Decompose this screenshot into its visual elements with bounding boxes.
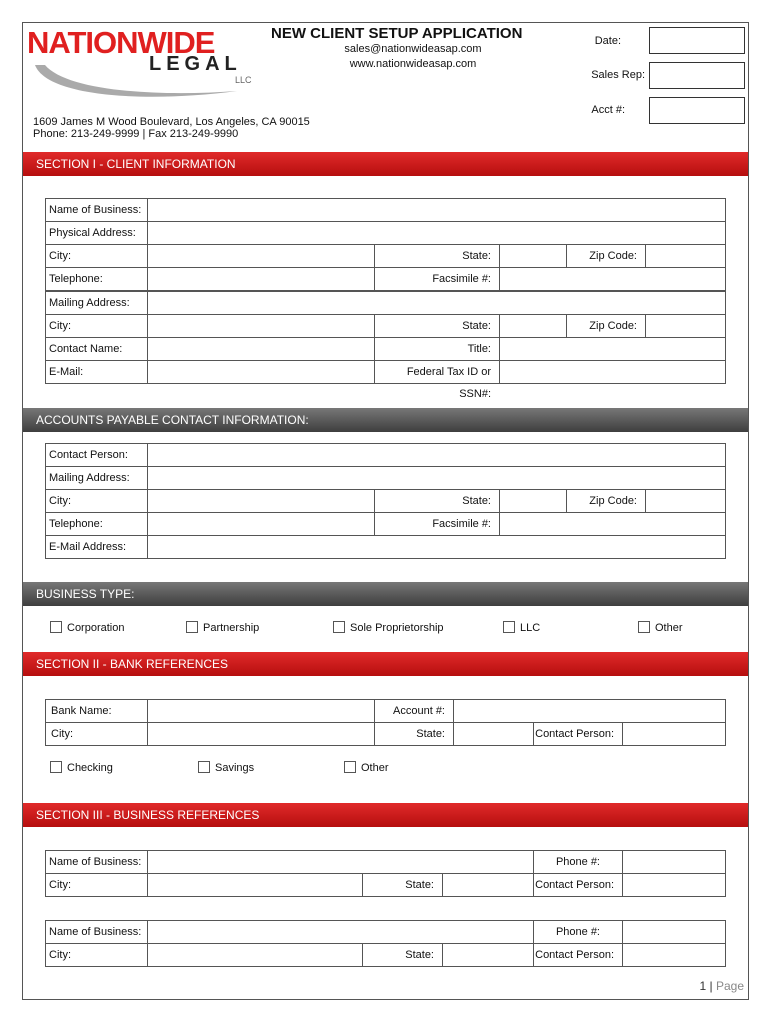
label-ap-city: City: (45, 489, 148, 513)
label-ap-mailing-address: Mailing Address: (45, 466, 148, 490)
label-contact-name: Contact Name: (45, 337, 148, 361)
page-label: Page (715, 979, 744, 993)
label-ap-email: E-Mail Address: (45, 535, 148, 559)
ref1-city-field[interactable] (147, 873, 363, 897)
checkbox-icon (503, 621, 515, 633)
mailing-city-field[interactable] (147, 314, 375, 338)
checkbox-savings[interactable] (198, 761, 254, 775)
label-facsimile: Facsimile #: (374, 267, 500, 291)
label-bank-contact-person: Contact Person: (533, 722, 623, 746)
label-ap-contact-person: Contact Person: (45, 443, 148, 467)
ref1-phone-field[interactable] (622, 850, 726, 874)
label-account: Account #: (374, 699, 454, 723)
label-state: State: (374, 244, 500, 268)
label-ref2-contact-person: Contact Person: (533, 943, 623, 967)
checkbox-other-type[interactable] (638, 621, 683, 635)
checkbox-label: LLC (520, 622, 541, 634)
ap-header: ACCOUNTS PAYABLE CONTACT INFORMATION: (23, 408, 748, 432)
label-mailing-address: Mailing Address: (45, 291, 148, 315)
label-ref2-city: City: (45, 943, 148, 967)
logo-llc-text: LLC (235, 75, 252, 85)
checkbox-icon (638, 621, 650, 633)
ref1-name-field[interactable] (147, 850, 534, 874)
checkbox-label: Corporation (67, 622, 125, 634)
logo-sub-text: LEGAL (149, 53, 242, 75)
ref1-contact-person-field[interactable] (622, 873, 726, 897)
ap-state-field[interactable] (499, 489, 567, 513)
label-mailing-city: City: (45, 314, 148, 338)
ref2-state-field[interactable] (442, 943, 534, 967)
title-field[interactable] (499, 337, 726, 361)
checkbox-other-account[interactable] (344, 761, 389, 775)
label-bank-state: State: (374, 722, 454, 746)
date-field[interactable] (649, 27, 745, 54)
label-physical-address: Physical Address: (45, 221, 148, 245)
mailing-address-field[interactable] (147, 291, 726, 315)
label-zip: Zip Code: (566, 244, 646, 268)
page-number: 1 (699, 979, 707, 993)
ap-email-field[interactable] (147, 535, 726, 559)
label-ref2-state: State: (362, 943, 443, 967)
label-ref1-state: State: (362, 873, 443, 897)
label-email: E-Mail: (45, 360, 148, 384)
label-ap-zip: Zip Code: (566, 489, 646, 513)
company-address: 1609 James M Wood Boulevard, Los Angeles, CA 90015 (33, 116, 310, 128)
section3-header: SECTION III - BUSINESS REFERENCES (23, 803, 748, 827)
label-ap-telephone: Telephone: (45, 512, 148, 536)
label-ap-facsimile: Facsimile #: (374, 512, 500, 536)
logo-main-text: NATIONWIDE (27, 25, 215, 60)
date-label: Date: (594, 35, 621, 47)
facsimile-field[interactable] (499, 267, 726, 291)
mailing-state-field[interactable] (499, 314, 567, 338)
ref2-name-field[interactable] (147, 920, 534, 944)
label-telephone: Telephone: (45, 267, 148, 291)
ap-mailing-address-field[interactable] (147, 466, 726, 490)
label-title: Title: (374, 337, 500, 361)
label-bank-city: City: (45, 722, 148, 746)
label-city: City: (45, 244, 148, 268)
ap-contact-person-field[interactable] (147, 443, 726, 467)
checkbox-partnership[interactable] (186, 621, 259, 635)
bank-state-field[interactable] (453, 722, 534, 746)
ap-zip-field[interactable] (645, 489, 726, 513)
company-phone-fax: Phone: 213-249-9999 | Fax 213-249-9990 (33, 128, 239, 140)
ap-facsimile-field[interactable] (499, 512, 726, 536)
sales-rep-label: Sales Rep: (591, 69, 645, 81)
checkbox-corporation[interactable] (50, 621, 124, 635)
label-tax-id: Federal Tax ID or SSN#: (374, 360, 500, 384)
label-ap-state: State: (374, 489, 500, 513)
page-footer (699, 979, 744, 993)
checkbox-label: Savings (215, 762, 255, 774)
label-ref2-name: Name of Business: (45, 920, 148, 944)
form-page (22, 22, 749, 1000)
checkbox-label: Checking (67, 762, 113, 774)
contact-email: sales@nationwideasap.com (344, 43, 482, 55)
checkbox-llc[interactable] (503, 621, 540, 635)
email-field[interactable] (147, 360, 375, 384)
physical-address-field[interactable] (147, 221, 726, 245)
ref2-contact-person-field[interactable] (622, 943, 726, 967)
checkbox-label: Partnership (203, 622, 260, 634)
state-field[interactable] (499, 244, 567, 268)
ap-telephone-field[interactable] (147, 512, 375, 536)
city-field[interactable] (147, 244, 375, 268)
label-mailing-zip: Zip Code: (566, 314, 646, 338)
sales-rep-field[interactable] (649, 62, 745, 89)
checkbox-checking[interactable] (50, 761, 113, 775)
checkbox-icon (186, 621, 198, 633)
bank-contact-person-field[interactable] (622, 722, 726, 746)
checkbox-label: Other (655, 622, 683, 634)
label-ref1-phone: Phone #: (533, 850, 623, 874)
checkbox-label: Sole Proprietorship (350, 622, 444, 634)
label-mailing-state: State: (374, 314, 500, 338)
label-ref1-name: Name of Business: (45, 850, 148, 874)
ref1-state-field[interactable] (442, 873, 534, 897)
ref2-city-field[interactable] (147, 943, 363, 967)
label-ref2-phone: Phone #: (533, 920, 623, 944)
acct-field[interactable] (649, 97, 745, 124)
name-of-business-field[interactable] (147, 198, 726, 222)
bank-city-field[interactable] (147, 722, 375, 746)
label-name-of-business: Name of Business: (45, 198, 148, 222)
business-type-header: BUSINESS TYPE: (23, 582, 748, 606)
form-title: NEW CLIENT SETUP APPLICATION (271, 25, 523, 42)
label-ref1-contact-person: Contact Person: (533, 873, 623, 897)
mailing-zip-field[interactable] (645, 314, 726, 338)
checkbox-icon (333, 621, 345, 633)
tax-id-field[interactable] (499, 360, 726, 384)
checkbox-label: Other (361, 762, 389, 774)
telephone-field[interactable] (147, 267, 375, 291)
acct-label: Acct #: (591, 104, 625, 116)
label-bank-name: Bank Name: (45, 699, 148, 723)
company-logo (27, 25, 257, 105)
checkbox-icon (198, 761, 210, 773)
ref2-phone-field[interactable] (622, 920, 726, 944)
page-separator: | (709, 979, 716, 993)
checkbox-sole-proprietorship[interactable] (333, 621, 444, 635)
account-field[interactable] (453, 699, 726, 723)
contact-name-field[interactable] (147, 337, 375, 361)
section2-header: SECTION II - BANK REFERENCES (23, 652, 748, 676)
checkbox-icon (50, 621, 62, 633)
ap-city-field[interactable] (147, 489, 375, 513)
contact-website: www.nationwideasap.com (349, 58, 477, 70)
section1-header: SECTION I - CLIENT INFORMATION (23, 152, 748, 176)
zip-field[interactable] (645, 244, 726, 268)
bank-name-field[interactable] (147, 699, 375, 723)
checkbox-icon (344, 761, 356, 773)
checkbox-icon (50, 761, 62, 773)
label-ref1-city: City: (45, 873, 148, 897)
